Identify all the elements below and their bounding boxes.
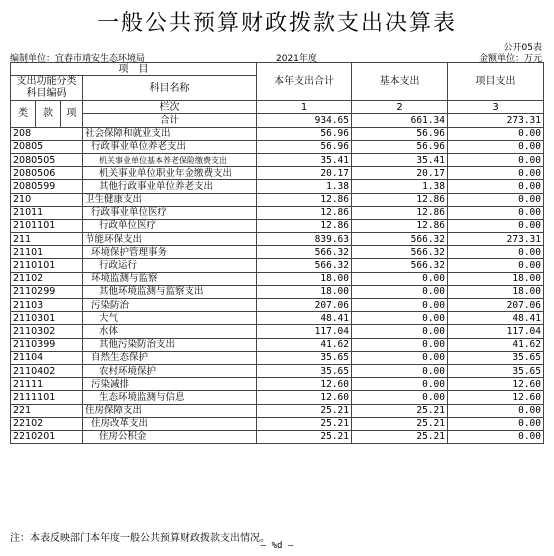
row-subject-name: 环境监测与监察 — [83, 272, 257, 285]
row-basic: 0.00 — [352, 299, 448, 312]
row-basic: 0.00 — [352, 351, 448, 364]
row-code: 221 — [11, 404, 83, 417]
col-number-1: 1 — [257, 101, 352, 114]
row-code: 2110399 — [11, 338, 83, 351]
table-row — [11, 219, 544, 232]
row-project: 0.00 — [448, 404, 544, 417]
row-code: 2110299 — [11, 285, 83, 298]
row-project: 0.00 — [448, 153, 544, 166]
row-total: 25.21 — [257, 430, 352, 443]
row-subject-name: 生态环境监测与信息 — [83, 391, 257, 404]
table-row — [11, 351, 544, 364]
total-project-value: 273.31 — [448, 114, 544, 127]
row-project: 0.00 — [448, 140, 544, 153]
row-subject-name: 污染防治 — [83, 299, 257, 312]
row-code: 2080599 — [11, 180, 83, 193]
row-basic: 0.00 — [352, 285, 448, 298]
row-total: 18.00 — [257, 285, 352, 298]
row-total: 18.00 — [257, 272, 352, 285]
page-title: 一般公共预算财政拨款支出决算表 — [96, 11, 457, 36]
row-basic: 0.00 — [352, 338, 448, 351]
row-subject-name: 自然生态保护 — [83, 351, 257, 364]
row-subject-name: 大气 — [83, 312, 257, 325]
compiling-unit: 编制单位：宜春市靖安生态环境局 — [10, 54, 146, 64]
row-total: 12.86 — [257, 206, 352, 219]
row-basic: 0.00 — [352, 312, 448, 325]
row-basic: 566.32 — [352, 233, 448, 246]
row-basic: 0.00 — [352, 391, 448, 404]
row-project: 0.00 — [448, 180, 544, 193]
row-basic: 20.17 — [352, 167, 448, 180]
row-code: 2210201 — [11, 430, 83, 443]
row-code: 2110402 — [11, 364, 83, 377]
col-number-3: 3 — [448, 101, 544, 114]
row-project: 48.41 — [448, 312, 544, 325]
row-subject-name: 机关事业单位基本养老保险缴费支出 — [83, 153, 257, 166]
total-value: 934.65 — [257, 114, 352, 127]
row-project: 35.65 — [448, 364, 544, 377]
row-total: 41.62 — [257, 338, 352, 351]
row-subject-name: 其他环境监测与监察支出 — [83, 285, 257, 298]
row-total: 12.86 — [257, 219, 352, 232]
row-total: 35.65 — [257, 351, 352, 364]
row-code: 21101 — [11, 246, 83, 259]
row-total: 25.21 — [257, 404, 352, 417]
row-subject-name: 社会保障和就业支出 — [83, 127, 257, 140]
header-item: 项 目 — [11, 63, 257, 76]
row-project: 18.00 — [448, 285, 544, 298]
row-code: 2080506 — [11, 167, 83, 180]
table-row — [11, 167, 544, 180]
header-total: 本年支出合计 — [257, 63, 352, 101]
table-row — [11, 180, 544, 193]
header-xiang: 项 — [61, 101, 83, 127]
row-subject-name: 环境保护管理事务 — [83, 246, 257, 259]
row-total: 207.06 — [257, 299, 352, 312]
row-code: 2110301 — [11, 312, 83, 325]
row-code: 208 — [11, 127, 83, 140]
row-code: 21011 — [11, 206, 83, 219]
table-row — [11, 259, 544, 272]
row-subject-name: 行政运行 — [83, 259, 257, 272]
total-basic-value: 661.34 — [352, 114, 448, 127]
row-total: 566.32 — [257, 259, 352, 272]
row-basic: 35.41 — [352, 153, 448, 166]
table-row — [11, 285, 544, 298]
row-subject-name: 其他污染防治支出 — [83, 338, 257, 351]
table-row — [11, 299, 544, 312]
row-project: 0.00 — [448, 127, 544, 140]
row-total: 35.41 — [257, 153, 352, 166]
row-code: 2110302 — [11, 325, 83, 338]
amount-unit: 金额单位：万元 — [478, 54, 542, 64]
row-code: 21102 — [11, 272, 83, 285]
row-total: 20.17 — [257, 167, 352, 180]
row-project: 0.00 — [448, 259, 544, 272]
row-total: 56.96 — [257, 127, 352, 140]
total-label: 合计 — [83, 114, 257, 127]
row-project: 0.00 — [448, 417, 544, 430]
table-row — [11, 272, 544, 285]
row-project: 18.00 — [448, 272, 544, 285]
table-row — [11, 404, 544, 417]
form-code: 公开05表 — [503, 43, 542, 53]
row-project: 0.00 — [448, 219, 544, 232]
row-total: 35.65 — [257, 364, 352, 377]
table-row — [11, 153, 544, 166]
table-row — [11, 233, 544, 246]
row-project: 0.00 — [448, 206, 544, 219]
table-row — [11, 391, 544, 404]
row-subject-name: 行政单位医疗 — [83, 219, 257, 232]
row-code: 2110101 — [11, 259, 83, 272]
row-code: 2101101 — [11, 219, 83, 232]
row-project: 35.65 — [448, 351, 544, 364]
row-project: 0.00 — [448, 430, 544, 443]
table-row — [11, 206, 544, 219]
row-basic: 25.21 — [352, 430, 448, 443]
row-subject-name: 行政事业单位医疗 — [83, 206, 257, 219]
row-basic: 25.21 — [352, 404, 448, 417]
table-row — [11, 127, 544, 140]
header-func-code: 支出功能分类科目编码 — [11, 76, 83, 101]
row-total: 12.86 — [257, 193, 352, 206]
row-basic: 0.00 — [352, 272, 448, 285]
row-code: 20805 — [11, 140, 83, 153]
table-row — [11, 312, 544, 325]
row-subject-name: 住房保障支出 — [83, 404, 257, 417]
row-project: 117.04 — [448, 325, 544, 338]
table-row — [11, 325, 544, 338]
table-row — [11, 338, 544, 351]
row-total: 48.41 — [257, 312, 352, 325]
row-basic: 0.00 — [352, 325, 448, 338]
table-row — [11, 430, 544, 443]
row-basic: 56.96 — [352, 140, 448, 153]
row-subject-name: 住房改革支出 — [83, 417, 257, 430]
row-code: 21104 — [11, 351, 83, 364]
row-code: 2080505 — [11, 153, 83, 166]
footnote: 注：本表反映部门本年度一般公共预算财政拨款支出情况。 — [10, 533, 270, 544]
row-subject-name: 住房公积金 — [83, 430, 257, 443]
row-basic: 12.86 — [352, 193, 448, 206]
row-code: 21103 — [11, 299, 83, 312]
header-lanci: 栏次 — [83, 101, 257, 114]
row-code: 211 — [11, 233, 83, 246]
header-basic: 基本支出 — [352, 63, 448, 101]
row-total: 1.38 — [257, 180, 352, 193]
fiscal-year: 2021年度 — [276, 54, 317, 64]
row-total: 566.32 — [257, 246, 352, 259]
row-basic: 566.32 — [352, 246, 448, 259]
row-subject-name: 节能环保支出 — [83, 233, 257, 246]
table-row — [11, 246, 544, 259]
row-project: 0.00 — [448, 167, 544, 180]
row-subject-name: 污染减排 — [83, 378, 257, 391]
row-basic: 1.38 — [352, 180, 448, 193]
row-basic: 56.96 — [352, 127, 448, 140]
header-subject-name: 科目名称 — [83, 76, 257, 101]
row-basic: 0.00 — [352, 364, 448, 377]
table-row — [11, 378, 544, 391]
page-number: — %d — — [260, 541, 294, 551]
row-project: 207.06 — [448, 299, 544, 312]
table-row — [11, 140, 544, 153]
row-subject-name: 机关事业单位职业年金缴费支出 — [83, 167, 257, 180]
row-code: 22102 — [11, 417, 83, 430]
row-code: 2111101 — [11, 391, 83, 404]
row-basic: 25.21 — [352, 417, 448, 430]
header-project: 项目支出 — [448, 63, 544, 101]
row-project: 0.00 — [448, 193, 544, 206]
row-total: 839.63 — [257, 233, 352, 246]
row-basic: 12.86 — [352, 219, 448, 232]
row-total: 56.96 — [257, 140, 352, 153]
table-row — [11, 417, 544, 430]
row-subject-name: 农村环境保护 — [83, 364, 257, 377]
row-basic: 0.00 — [352, 378, 448, 391]
row-project: 273.31 — [448, 233, 544, 246]
row-project: 0.00 — [448, 246, 544, 259]
header-lei: 类 — [11, 101, 36, 127]
header-kuan: 款 — [36, 101, 61, 127]
row-subject-name: 行政事业单位养老支出 — [83, 140, 257, 153]
row-total: 12.60 — [257, 378, 352, 391]
expenditure-table — [10, 62, 544, 444]
row-basic: 12.86 — [352, 206, 448, 219]
row-subject-name: 其他行政事业单位养老支出 — [83, 180, 257, 193]
row-total: 117.04 — [257, 325, 352, 338]
row-subject-name: 卫生健康支出 — [83, 193, 257, 206]
row-project: 41.62 — [448, 338, 544, 351]
row-project: 12.60 — [448, 378, 544, 391]
row-code: 210 — [11, 193, 83, 206]
col-number-2: 2 — [352, 101, 448, 114]
row-basic: 566.32 — [352, 259, 448, 272]
table-row — [11, 364, 544, 377]
row-subject-name: 水体 — [83, 325, 257, 338]
row-project: 12.60 — [448, 391, 544, 404]
row-total: 12.60 — [257, 391, 352, 404]
row-code: 21111 — [11, 378, 83, 391]
row-total: 25.21 — [257, 417, 352, 430]
table-row — [11, 193, 544, 206]
